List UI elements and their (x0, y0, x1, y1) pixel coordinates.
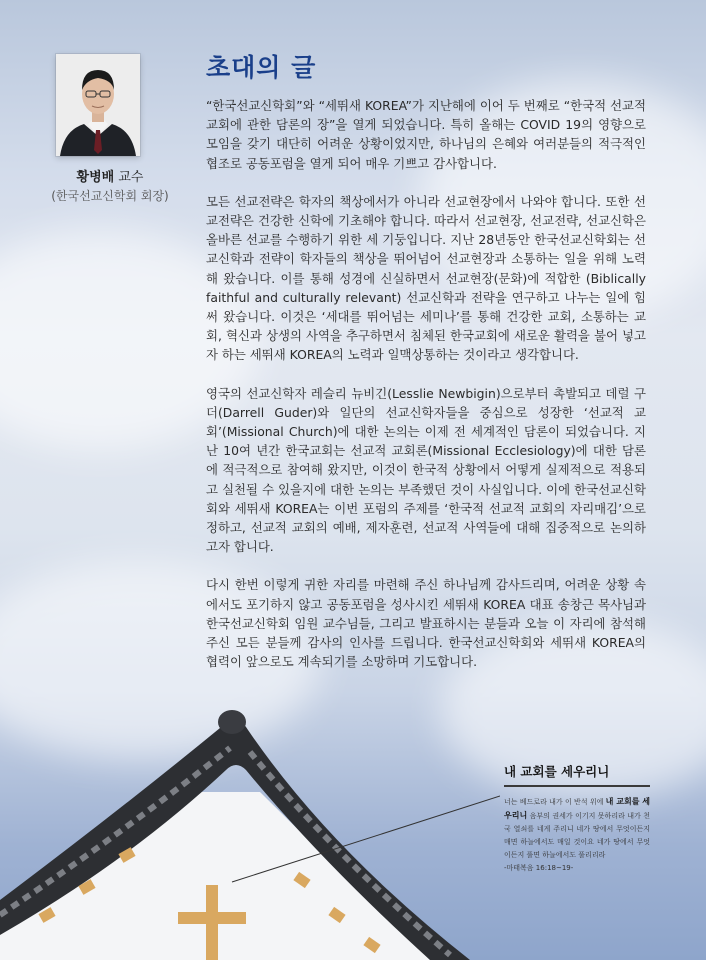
author-name: 황병배 (76, 170, 115, 185)
paragraph-3: 영국의 선교신학자 레슬리 뉴비긴(Lesslie Newbigin)으로부터 촉발되고 데럴 구더(Darrell Guder)와 일단의 선교신학자들을 중심으로 성장한 ‘선교적 교회’(Missional Church)에 대한 논의는 이제 전 세계적인 담론이 되었습니다. 지난 10여 년간 한국교회는 선교적 교회론(Missional Ecclesiology)에 대한 담론에 적극적으로 참여해 왔지만, 이것이 한국적 상황에서 어떻게 실제적으로 적용되고 실천될 수 있을지에 대한 논의는 부족했던 것이 사실입니다. 이에 한국선교신학회와 세뛰새 KOREA는 이번 포럼의 주제를 ‘한국적 선교적 교회의 자리매김’으로 정하고, 선교적 교회의 예배, 제자훈련, 선교적 사역들에 대해 집중적으로 논의하고자 합니다. (206, 385, 646, 555)
paragraph-2: 모든 선교전략은 학자의 책상에서가 아니라 선교현장에서 나와야 합니다. 또한 선교전략은 건강한 신학에 기초해야 합니다. 따라서 선교현장, 선교전략, 선교신학은 올바른 선교를 수행하기 위한 세 기둥입니다. 지난 28년동안 한국선교신학회는 선교신학과 전략이 학자들의 책상을 뛰어넘어 선교현장과 소통하는 일을 위해 노력해 왔습니다. 이를 통해 성경에 신실하면서 선교현장(문화)에 적합한 (Biblically faithful and culturally relevant) 선교신학과 전략을 연구하고 나누는 일에 힘써 왔습니다. 이것은 ‘세대를 뛰어넘는 세미나’를 통해 건강한 교회, 소통하는 교회, 혁신과 상생의 사역을 추구하면서 침체된 한국교회에 새로운 활력을 불어 넣고자 하는 세뛰새 KOREA의 노력과 일맥상통하는 것이라고 생각합니다. (206, 193, 646, 363)
scripture-box (504, 762, 650, 875)
scripture-text-after: 음부의 권세가 이기지 못하리라 내가 천국 열쇠를 네게 주리니 네가 땅에서 무엇이든지 매면 하늘에서도 매일 것이요 네가 땅에서 무엇이든지 풀면 하늘에서도 풀리리라 (504, 812, 650, 859)
scripture-title: 내 교회를 세우리니 (504, 762, 650, 787)
page-title: 초대의 글 (206, 53, 317, 82)
author-block (40, 166, 180, 204)
author-honorific: 교수 (114, 170, 144, 185)
scripture-text (504, 795, 650, 875)
paragraph-1: “한국선교신학회”와 “세뛰새 KOREA”가 지난해에 이어 두 번째로 “한국적 선교적 교회에 관한 담론의 장”을 열게 되었습니다. 특히 올해는 COVID 19의 영향으로 모임을 갖기 대단히 어려운 상황이었지만, 하나님의 은혜와 여러분들의 적극적인 협조로 공동포럼을 열게 되어 매우 기쁘고 감사합니다. (206, 98, 646, 171)
author-affiliation: (한국선교신학회 회장) (51, 189, 169, 203)
letter-body (206, 96, 646, 690)
scripture-reference: -마태복음 16:18~19- (504, 864, 574, 872)
scripture-text-before: 너는 베드로라 내가 이 반석 위에 (504, 798, 606, 806)
church-roof-illustration (0, 700, 500, 960)
author-photo (56, 54, 140, 156)
author-name-line (40, 166, 180, 185)
scripture-emphasis: 내 교회를 세우리니 (504, 797, 650, 820)
paragraph-4: 다시 한번 이렇게 귀한 자리를 마련해 주신 하나님께 감사드리며, 어려운 상황 속에서도 포기하지 않고 공동포럼을 성사시킨 세뛰새 KOREA 대표 송창근 목사님과 한국선교신학회 임원 교수님들, 그리고 발표하시는 분들과 오늘 이 자리에 참석해 주신 모든 분들께 감사의 인사를 드립니다. 한국선교신학회와 세뛰새 KOREA의 협력이 앞으로도 계속되기를 소망하며 기도합니다. (206, 577, 646, 670)
